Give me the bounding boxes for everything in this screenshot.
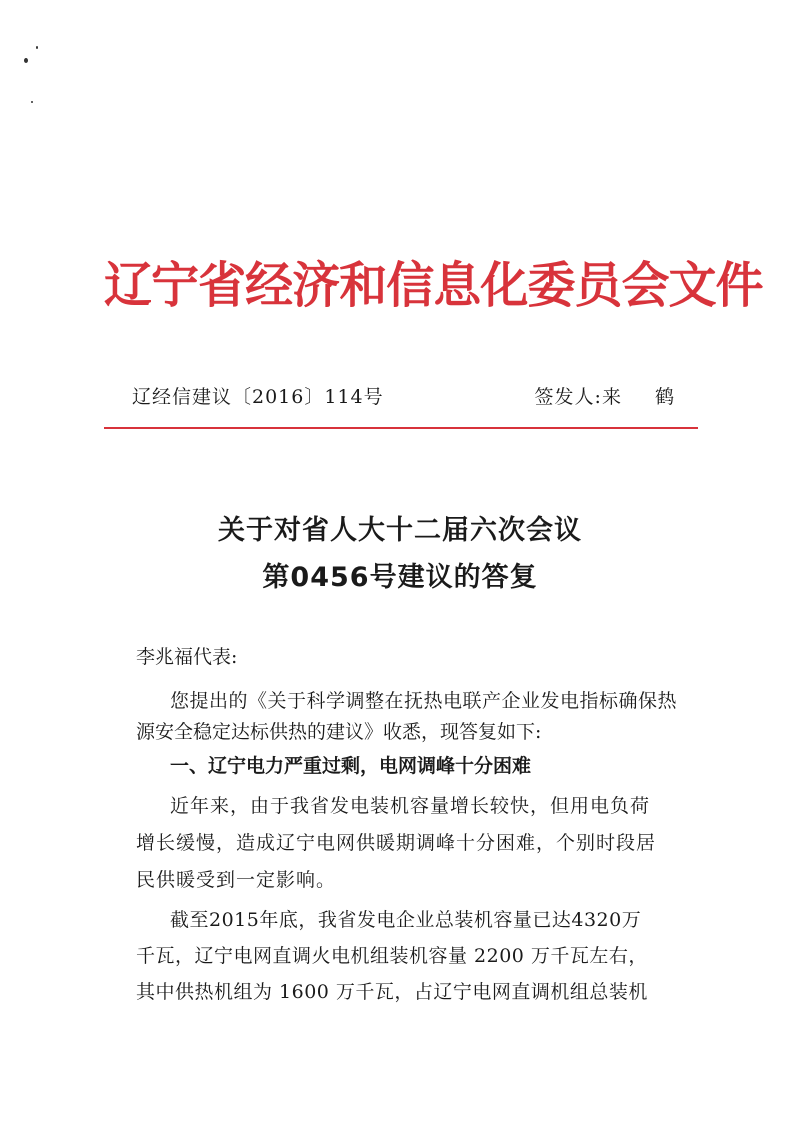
document-title-line-2: 第0456号建议的答复: [262, 562, 538, 593]
paragraph-1-line-2: 源安全稳定达标供热的建议》收悉，现答复如下:: [136, 721, 542, 743]
signer: [535, 382, 688, 409]
signer-name: 来 鹤: [601, 386, 688, 408]
paragraph-3-line-2: 千瓦，辽宁电网直调火电机组装机容量 2200 万千瓦左右，: [136, 945, 648, 967]
paragraph-1-line-1: 您提出的《关于科学调整在抚热电联产企业发电指标确保热: [170, 690, 678, 712]
paragraph-2-line-2: 增长缓慢，造成辽宁电网供暖期调峰十分困难，个别时段居: [136, 832, 657, 854]
paragraph-3-line-1: 截至2015年底，我省发电企业总装机容量已达4320万: [170, 909, 642, 931]
scan-speck: [24, 58, 28, 63]
red-header-rule: [104, 427, 698, 429]
paragraph-2-line-3: 民供暖受到一定影响。: [136, 869, 337, 891]
scan-speck: [31, 101, 33, 103]
document-number: 辽经信建议〔2016〕114号: [132, 386, 384, 408]
salutation: 李兆福代表:: [136, 646, 238, 668]
paragraph-3-line-3: 其中供热机组为 1600 万千瓦，占辽宁电网直调机组总装机: [136, 981, 648, 1003]
document-title-line-1: 关于对省人大十二届六次会议: [218, 515, 582, 546]
scan-speck: [36, 46, 38, 49]
section-1-heading: 一、辽宁电力严重过剩，电网调峰十分困难: [170, 755, 532, 777]
issuer-header-title: 辽宁省经济和信息化委员会文件: [104, 257, 763, 314]
paragraph-2-line-1: 近年来，由于我省发电装机容量增长较快，但用电负荷: [170, 795, 651, 817]
signer-label: 签发人:: [534, 386, 602, 408]
